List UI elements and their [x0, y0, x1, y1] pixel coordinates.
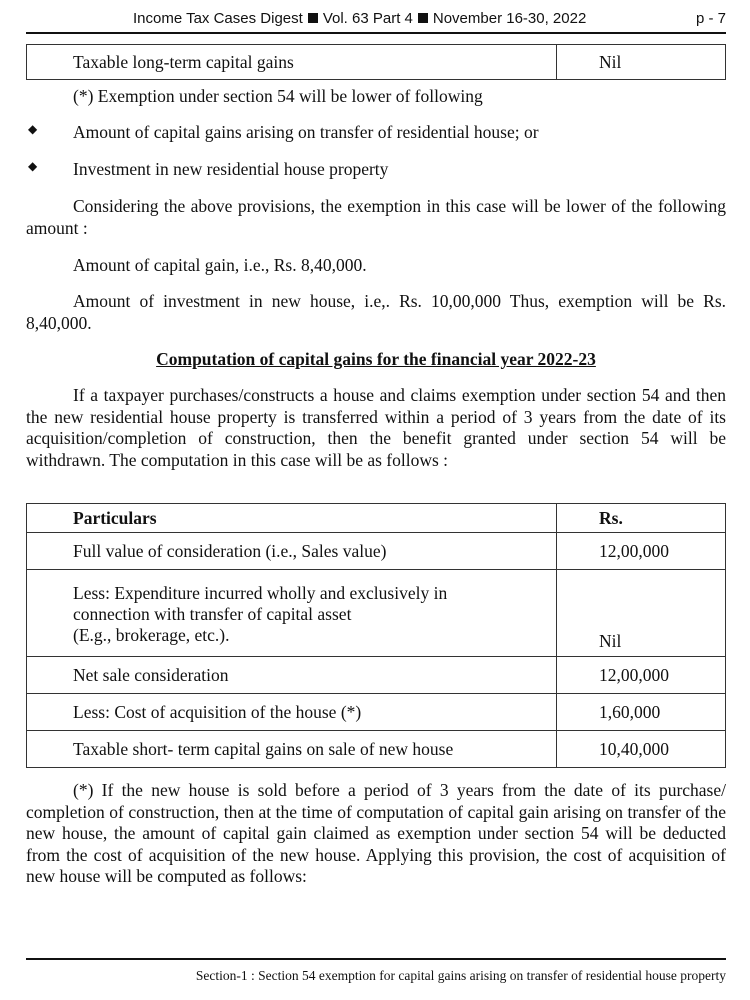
page-number: p - 7 — [695, 10, 726, 27]
column-header-particulars: Particulars — [27, 504, 557, 533]
table-row — [27, 657, 726, 694]
publication-title — [133, 10, 586, 27]
computation-intro: If a taxpayer purchases/constructs a house and claims exemption under section 54 and then the new residential house property is transferred within a period of 3 years from the date of its acquisition/completion of construction, then the benefit granted under section 54 will be withdrawn. The computation in this case will be as follows : — [26, 385, 726, 470]
table-cell-particular: Net sale consideration — [27, 657, 557, 694]
issue-date: November 16-30, 2022 — [432, 10, 587, 27]
bullet-text: Investment in new residential house property — [73, 159, 389, 179]
table-cell-value: 12,00,000 — [557, 533, 726, 570]
cell-line: Less: Expenditure incurred wholly and exclusively in — [73, 582, 448, 603]
investment-paragraph: Amount of investment in new house, i.e,. Rs. 10,00,000 Thus, exemption will be Rs. 8,40,000. — [26, 291, 726, 333]
table-cell-particular: Taxable short- term capital gains on sale of new house — [27, 731, 557, 768]
publication-name: Income Tax Cases Digest — [133, 10, 303, 27]
column-header-amount: Rs. — [557, 504, 726, 533]
volume: Vol. 63 Part 4 — [322, 10, 413, 27]
considering-paragraph: Considering the above provisions, the exemption in this case will be lower of the following amount : — [26, 196, 726, 238]
diamond-bullet-icon: ◆ — [28, 159, 38, 173]
table-cell-value: 1,60,000 — [557, 694, 726, 731]
cell-line: (E.g., brokerage, etc.). — [73, 624, 230, 645]
table-cell-particular: Full value of consideration (i.e., Sales value) — [27, 533, 557, 570]
black-square-icon — [308, 13, 318, 23]
footnote-paragraph: (*) If the new house is sold before a period of 3 years from the date of its purchase/ completion of construction, then at the time of computation of capital gain arising on transfer of the new house, the amount of capital gain claimed as exemption under section 54 will be deducted from the cost of acquisition of the new house. Applying this provision, the cost of acquisition of new house will be computed as follows: — [26, 780, 726, 886]
table-cell-value: 12,00,000 — [557, 657, 726, 694]
running-header — [26, 8, 726, 34]
table-row — [27, 533, 726, 570]
footer-divider — [26, 958, 726, 960]
table-cell-value: Nil — [557, 45, 726, 80]
black-square-icon — [418, 13, 428, 23]
table-cell-value: 10,40,000 — [557, 731, 726, 768]
section-heading: Computation of capital gains for the financial year 2022-23 — [156, 349, 596, 369]
table-row — [27, 694, 726, 731]
bullet-text: Amount of capital gains arising on transfer of residential house; or — [73, 122, 539, 142]
table-row — [27, 570, 726, 657]
table-row — [27, 45, 726, 80]
running-footer: Section-1 : Section 54 exemption for capital gains arising on transfer of residential house property — [195, 968, 726, 983]
table-cell-particular: Taxable long-term capital gains — [27, 45, 557, 80]
diamond-bullet-icon: ◆ — [28, 122, 38, 136]
table-header-row — [27, 504, 726, 533]
computation-table — [26, 503, 726, 768]
long-term-gains-table — [26, 44, 726, 80]
table-cell-particular — [27, 570, 557, 657]
capital-gain-paragraph: Amount of capital gain, i.e., Rs. 8,40,000. — [73, 255, 367, 275]
cell-line: connection with transfer of capital asset — [73, 603, 352, 624]
table-row — [27, 731, 726, 768]
table-cell-particular: Less: Cost of acquisition of the house (*) — [27, 694, 557, 731]
table-cell-value: Nil — [557, 570, 726, 657]
exemption-intro: (*) Exemption under section 54 will be lower of following — [73, 86, 483, 106]
